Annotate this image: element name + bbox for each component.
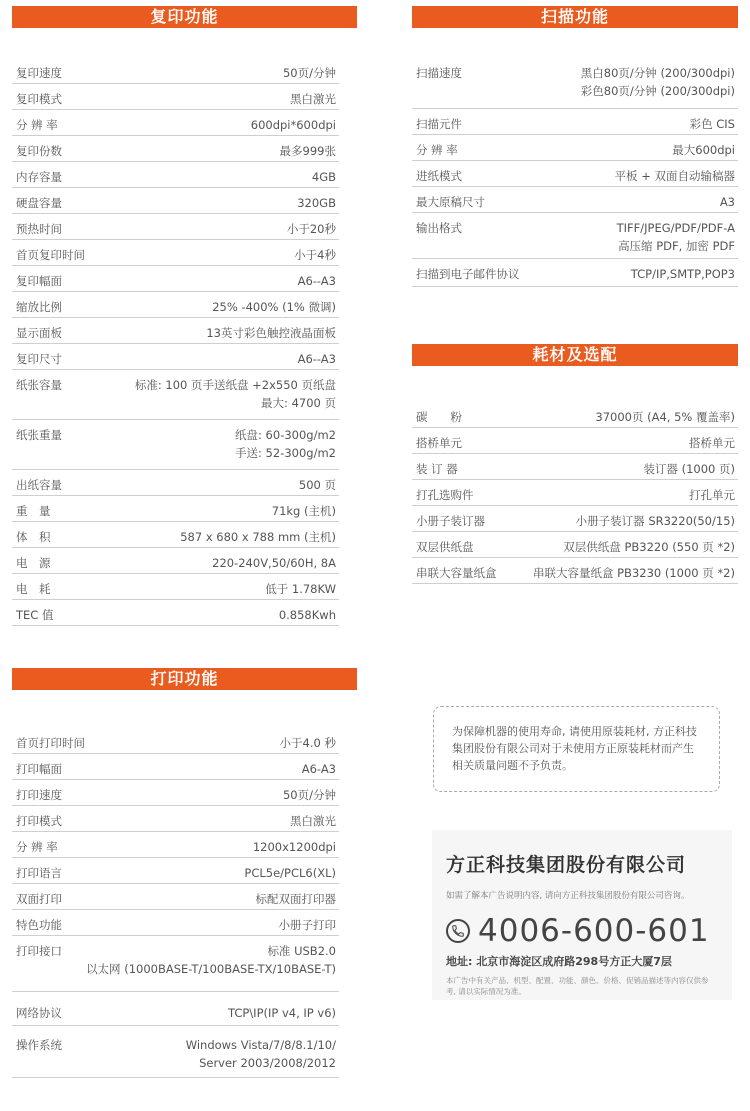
row-label: 输出格式 xyxy=(416,221,462,235)
consumables-row xyxy=(412,480,738,506)
row-value: 小于20秒 xyxy=(286,222,336,236)
copy-row xyxy=(12,600,339,626)
row-label: 进纸模式 xyxy=(416,169,462,183)
row-value: 600dpi*600dpi xyxy=(250,118,336,132)
row-value: 13英寸彩色触控液晶面板 xyxy=(206,326,336,340)
row-label: 扫描元件 xyxy=(416,117,462,131)
row-value: 小于4.0 秒 xyxy=(279,736,336,750)
row-value: 串联大容量纸盒 PB3230 (1000 页 *2) xyxy=(532,566,735,580)
copy-row xyxy=(12,548,339,574)
row-value: 小册子装订器 SR3220(50/15) xyxy=(575,514,735,528)
copy-row xyxy=(12,58,339,84)
row-value: 4GB xyxy=(311,170,336,184)
copy-row xyxy=(12,344,339,370)
consumables-row xyxy=(412,506,738,532)
row-value: 标配双面打印器 xyxy=(255,892,336,906)
copy-section-title: 复印功能 xyxy=(12,6,357,28)
row-label: 纸张重量 xyxy=(16,428,62,442)
copy-row xyxy=(12,318,339,344)
row-label: 复印尺寸 xyxy=(16,352,62,366)
copy-row xyxy=(12,370,339,420)
row-label: 电 源 xyxy=(16,556,51,570)
row-label: 分 辨 率 xyxy=(16,840,58,854)
row-value: PCL5e/PCL6(XL) xyxy=(244,866,336,880)
copy-row xyxy=(12,214,339,240)
scan-row xyxy=(412,259,738,287)
row-value: 搭桥单元 xyxy=(689,436,735,450)
copy-section xyxy=(12,6,357,626)
row-value: 双层供纸盘 PB3220 (550 页 *2) xyxy=(563,540,735,554)
row-value: 标准 USB2.0 以太网 (1000BASE-T/100BASE-TX/10BASE-T) xyxy=(86,944,336,976)
row-value: TCP\IP(IP v4, IP v6) xyxy=(227,1006,336,1020)
print-row xyxy=(12,1026,339,1078)
copy-row xyxy=(12,420,339,470)
print-row xyxy=(12,910,339,936)
row-label: 搭桥单元 xyxy=(416,436,462,450)
consumables-row xyxy=(412,428,738,454)
row-label: 复印速度 xyxy=(16,66,62,80)
row-label: 操作系统 xyxy=(16,1038,62,1052)
print-row xyxy=(12,936,339,992)
row-value: 低于 1.78KW xyxy=(265,582,336,596)
company-info xyxy=(432,830,732,1000)
row-value: 0.858Kwh xyxy=(278,608,336,622)
row-label: 内存容量 xyxy=(16,170,62,184)
row-value: 小于4秒 xyxy=(294,248,336,262)
consumables-row xyxy=(412,402,738,428)
row-label: 最大原稿尺寸 xyxy=(416,195,485,209)
row-value: A3 xyxy=(719,195,735,209)
consumables-row xyxy=(412,532,738,558)
copy-row xyxy=(12,292,339,318)
row-label: 缩放比例 xyxy=(16,300,62,314)
print-spec-table xyxy=(12,728,339,1078)
row-value: TCP/IP,SMTP,POP3 xyxy=(630,267,735,281)
row-label: 复印幅面 xyxy=(16,274,62,288)
scan-row xyxy=(412,187,738,213)
row-label: 打印幅面 xyxy=(16,762,62,776)
print-row xyxy=(12,858,339,884)
row-label: 复印份数 xyxy=(16,144,62,158)
copy-row xyxy=(12,496,339,522)
scan-spec-table xyxy=(412,58,738,287)
copy-row xyxy=(12,266,339,292)
row-value: A6-A3 xyxy=(301,762,336,776)
row-label: 出纸容量 xyxy=(16,478,62,492)
row-value: 50页/分钟 xyxy=(282,66,336,80)
row-label: 重 量 xyxy=(16,504,51,518)
consumables-row xyxy=(412,558,738,584)
row-label: 串联大容量纸盒 xyxy=(416,566,497,580)
row-value: 最大600dpi xyxy=(672,143,735,157)
scan-section-title: 扫描功能 xyxy=(412,6,738,28)
scan-row xyxy=(412,161,738,187)
copy-spec-table xyxy=(12,58,339,626)
row-label: TEC 值 xyxy=(16,608,54,622)
row-value: 37000页 (A4, 5% 覆盖率) xyxy=(595,410,735,424)
copy-row xyxy=(12,162,339,188)
print-section-title: 打印功能 xyxy=(12,668,357,690)
row-label: 首页打印时间 xyxy=(16,736,85,750)
row-label: 双层供纸盘 xyxy=(416,540,474,554)
row-value: 50页/分钟 xyxy=(282,788,336,802)
copy-row xyxy=(12,110,339,136)
row-value: 500 页 xyxy=(298,478,336,492)
row-label: 打印接口 xyxy=(16,944,62,958)
row-label: 首页复印时间 xyxy=(16,248,85,262)
row-value: 装订器 (1000 页) xyxy=(643,462,735,476)
scan-row xyxy=(412,135,738,161)
scan-row xyxy=(412,58,738,109)
row-label: 打印语言 xyxy=(16,866,62,880)
row-value: 打孔单元 xyxy=(689,488,735,502)
print-row xyxy=(12,780,339,806)
row-label: 网络协议 xyxy=(16,1006,62,1020)
ad-disclaimer: 本广告中有关产品、机型、配置、功能、颜色、价格、促销品描述等内容仅供参考, 请以实际情况为准。 xyxy=(446,976,709,996)
row-label: 双面打印 xyxy=(16,892,62,906)
row-label: 扫描到电子邮件协议 xyxy=(416,267,520,281)
hotline-number: 4006-600-601 xyxy=(478,913,710,949)
row-label: 小册子装订器 xyxy=(416,514,485,528)
row-value: 最多999张 xyxy=(279,144,336,158)
row-label: 预热时间 xyxy=(16,222,62,236)
row-value: 黑白80页/分钟 (200/300dpi) 彩色80页/分钟 (200/300dpi) xyxy=(580,66,735,98)
copy-row xyxy=(12,84,339,110)
row-label: 纸张容量 xyxy=(16,378,62,392)
row-label: 碳 粉 xyxy=(416,410,462,424)
consumables-section xyxy=(412,344,738,584)
row-label: 装 订 器 xyxy=(416,462,458,476)
row-value: A6--A3 xyxy=(297,274,336,288)
row-label: 分 辨 率 xyxy=(16,118,58,132)
row-label: 打印速度 xyxy=(16,788,62,802)
row-value: 黑白激光 xyxy=(290,814,336,828)
row-label: 显示面板 xyxy=(16,326,62,340)
company-name: 方正科技集团股份有限公司 xyxy=(446,854,687,876)
copy-row xyxy=(12,188,339,214)
row-value: 220-240V,50/60H, 8A xyxy=(212,556,336,570)
row-value: Windows Vista/7/8/8.1/10/ Server 2003/2008/2012 xyxy=(185,1038,336,1070)
row-value: TIFF/JPEG/PDF/PDF-A 高压缩 PDF, 加密 PDF xyxy=(616,221,735,253)
print-row xyxy=(12,992,339,1026)
row-value: 587 x 680 x 788 mm (主机) xyxy=(180,530,336,544)
row-value: 1200x1200dpi xyxy=(252,840,336,854)
consumables-row xyxy=(412,454,738,480)
print-section xyxy=(12,668,357,1078)
print-row xyxy=(12,832,339,858)
phone-icon xyxy=(446,919,470,943)
company-address: 地址: 北京市海淀区成府路298号方正大厦7层 xyxy=(446,955,672,968)
row-value: 25% -400% (1% 微调) xyxy=(212,300,336,314)
row-value: 标准: 100 页手送纸盘 +2x550 页纸盘 最大: 4700 页 xyxy=(134,378,336,410)
company-inquiry: 如需了解本广告说明内容, 请向方正科技集团股份有限公司咨询。 xyxy=(446,891,690,901)
row-value: A6--A3 xyxy=(297,352,336,366)
scan-row xyxy=(412,213,738,259)
row-label: 复印模式 xyxy=(16,92,62,106)
row-label: 特色功能 xyxy=(16,918,62,932)
row-value: 黑白激光 xyxy=(290,92,336,106)
print-row xyxy=(12,754,339,780)
copy-row xyxy=(12,522,339,548)
row-value: 彩色 CIS xyxy=(689,117,735,131)
row-label: 分 辨 率 xyxy=(416,143,458,157)
print-row xyxy=(12,728,339,754)
copy-row xyxy=(12,470,339,496)
row-label: 硬盘容量 xyxy=(16,196,62,210)
consumables-section-title: 耗材及选配 xyxy=(412,344,738,366)
print-row xyxy=(12,884,339,910)
scan-section xyxy=(412,6,738,287)
row-value: 纸盘: 60-300g/m2 手送: 52-300g/m2 xyxy=(235,428,336,460)
consumables-spec-table xyxy=(412,402,738,584)
genuine-supplies-notice: 为保障机器的使用寿命, 请使用原装耗材, 方正科技集团股份有限公司对于未使用方正原装耗材而产生相关质量问题不予负责。 xyxy=(433,706,720,792)
row-label: 打孔选购件 xyxy=(416,488,474,502)
scan-row xyxy=(412,109,738,135)
copy-row xyxy=(12,574,339,600)
row-label: 扫描速度 xyxy=(416,66,462,80)
row-label: 打印模式 xyxy=(16,814,62,828)
row-label: 电 耗 xyxy=(16,582,51,596)
row-value: 71kg (主机) xyxy=(271,504,336,518)
hotline-row xyxy=(446,913,718,949)
copy-row xyxy=(12,136,339,162)
print-row xyxy=(12,806,339,832)
row-value: 平板 + 双面自动输稿器 xyxy=(614,169,735,183)
copy-row xyxy=(12,240,339,266)
row-value: 320GB xyxy=(297,196,336,210)
row-value: 小册子打印 xyxy=(278,918,336,932)
row-label: 体 积 xyxy=(16,530,51,544)
